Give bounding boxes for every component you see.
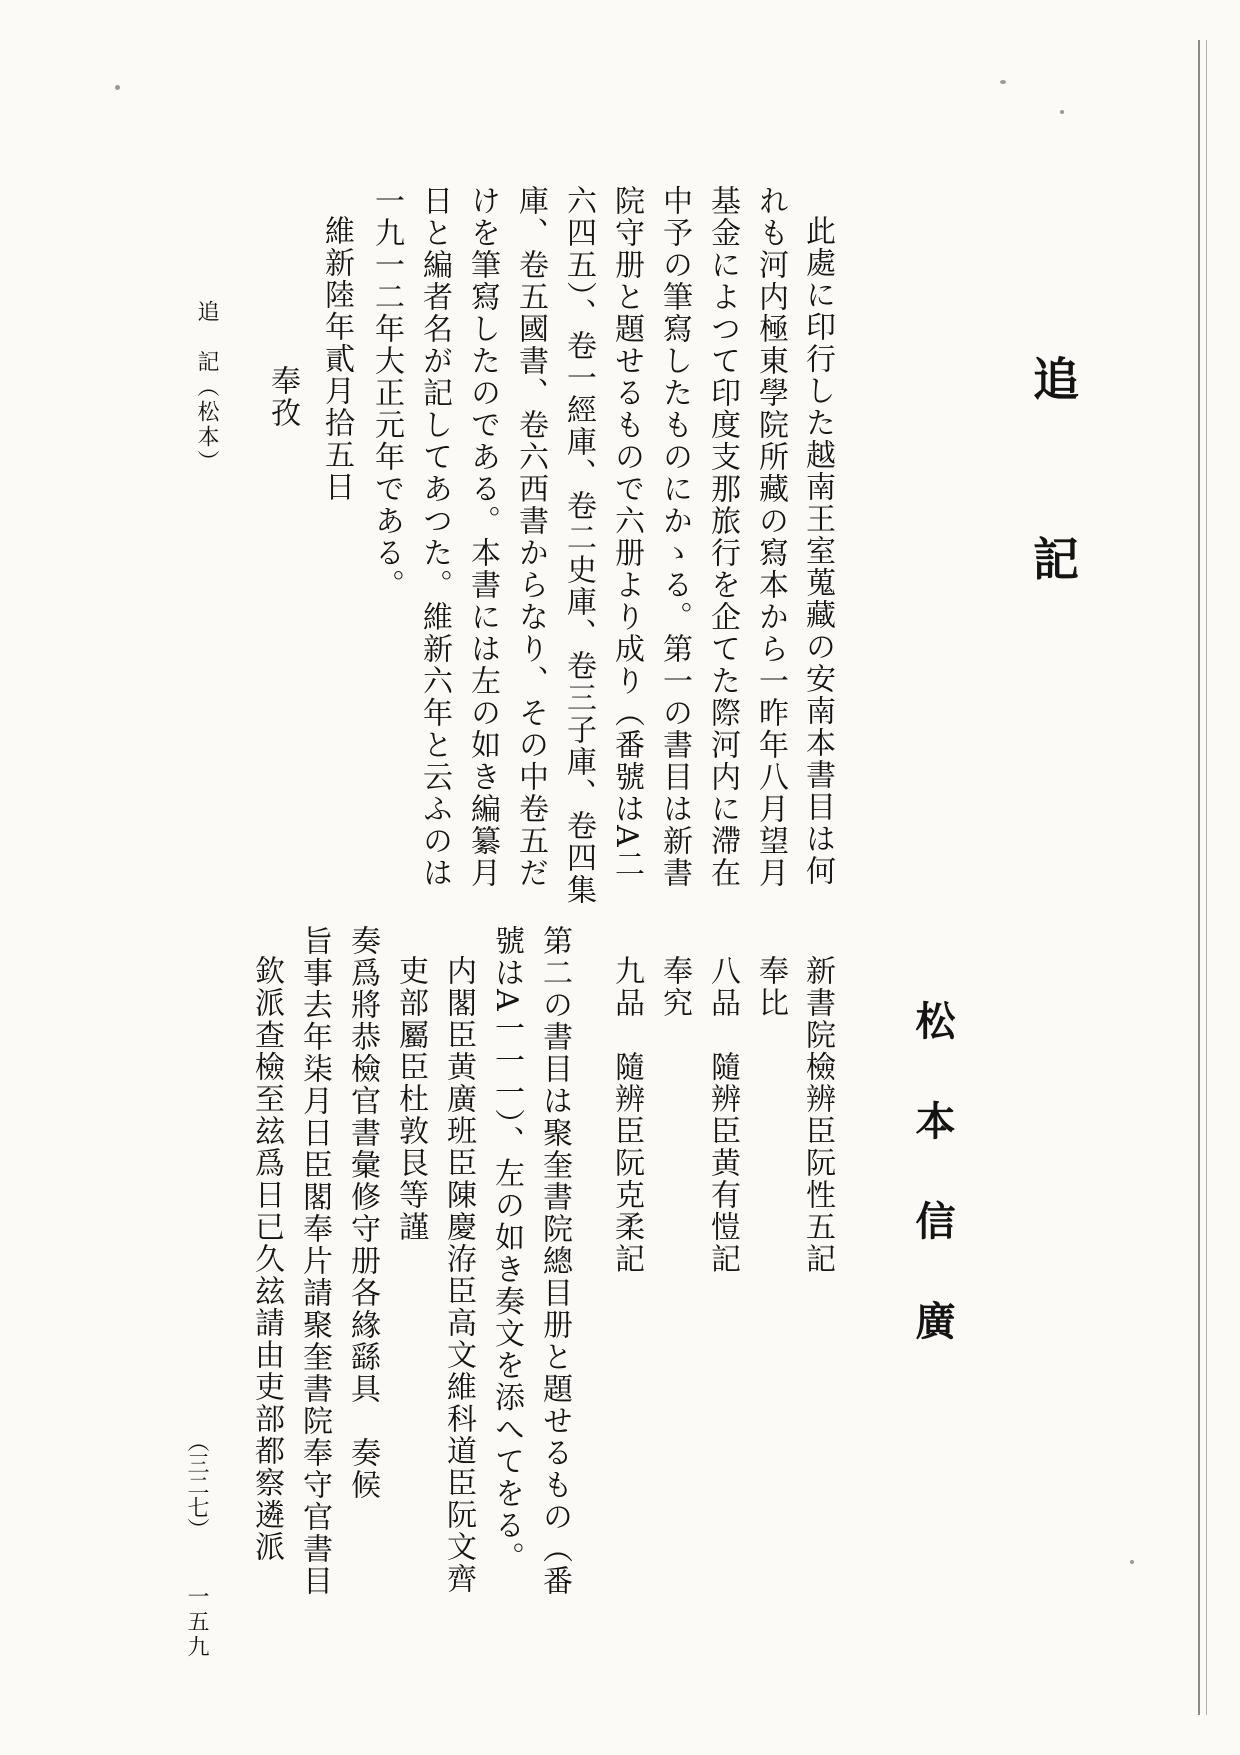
date-line: 維新陸年貳月拾五日: [319, 215, 354, 503]
text-line: 號はA一一一）、左の如き奏文を添へてをる。: [489, 925, 524, 1574]
text-line: 内閣臣黄廣班臣陳慶洊臣高文維科道臣阮文齊: [441, 955, 476, 1595]
text-line: 新書院檢辨臣阮性五記: [800, 955, 835, 1275]
page-edge-line: [1198, 40, 1200, 1715]
text-line: 庫、卷五國書、卷六西書からなり、その中卷五だ: [513, 185, 548, 889]
author-name: 松本信廣: [909, 1000, 956, 1400]
text-line: 第二の書目は聚奎書院總目册と題せるもの（番: [537, 925, 572, 1597]
text-line: 一九一二年大正元年である。: [369, 185, 404, 601]
page-number-paren: （三二七）: [184, 1430, 209, 1540]
text-line: 吏部屬臣杜敦艮等謹: [393, 955, 428, 1243]
scan-speck: [1000, 80, 1006, 84]
page-edge-line: [1206, 40, 1207, 1715]
running-head: 追 記（松本）: [194, 300, 219, 475]
text-line: 日と編者名が記してあつた。維新六年と云ふのは: [417, 185, 452, 889]
text-line: 旨事去年柒月日臣閣奉片請聚奎書院奉守官書目: [297, 925, 332, 1597]
scan-speck: [1130, 1560, 1134, 1564]
text-line: 八品 隨辨臣黄有愷記: [705, 955, 740, 1275]
signature-line: 奉孜: [265, 365, 300, 429]
text-line: 奉究: [657, 955, 692, 1019]
scan-speck: [115, 85, 120, 90]
section-title-char: 追: [1026, 355, 1080, 403]
page-number: 一五九: [184, 1585, 209, 1660]
text-line: 此處に印行した越南王室蒐藏の安南本書目は何: [800, 215, 835, 887]
text-line: 奏爲將恭檢官書彙修守册各緣繇具 奏候: [345, 925, 380, 1501]
text-line: 奉比: [753, 955, 788, 1019]
section-title-char: 記: [1026, 535, 1080, 583]
text-line: 六四五）、卷一經庫、卷二史庫、卷三子庫、卷四集: [561, 185, 596, 906]
text-line: 中予の筆寫したものにかゝる。第一の書目は新書: [657, 185, 692, 889]
text-line: けを筆寫したのである。本書には左の如き編纂月: [465, 185, 500, 889]
scan-speck: [1060, 110, 1064, 114]
text-line: 九品 隨辨臣阮克柔記: [609, 955, 644, 1275]
text-line: 院守册と題せるもので六册より成り（番號はA二: [609, 185, 644, 881]
text-line: 基金によつて印度支那旅行を企てた際河内に滯在: [705, 185, 740, 889]
text-line: 欽派查檢至玆爲日已久玆請由吏部都察遴派: [249, 955, 284, 1563]
text-line: れも河内極東學院所藏の寫本から一昨年八月望月: [753, 185, 788, 889]
